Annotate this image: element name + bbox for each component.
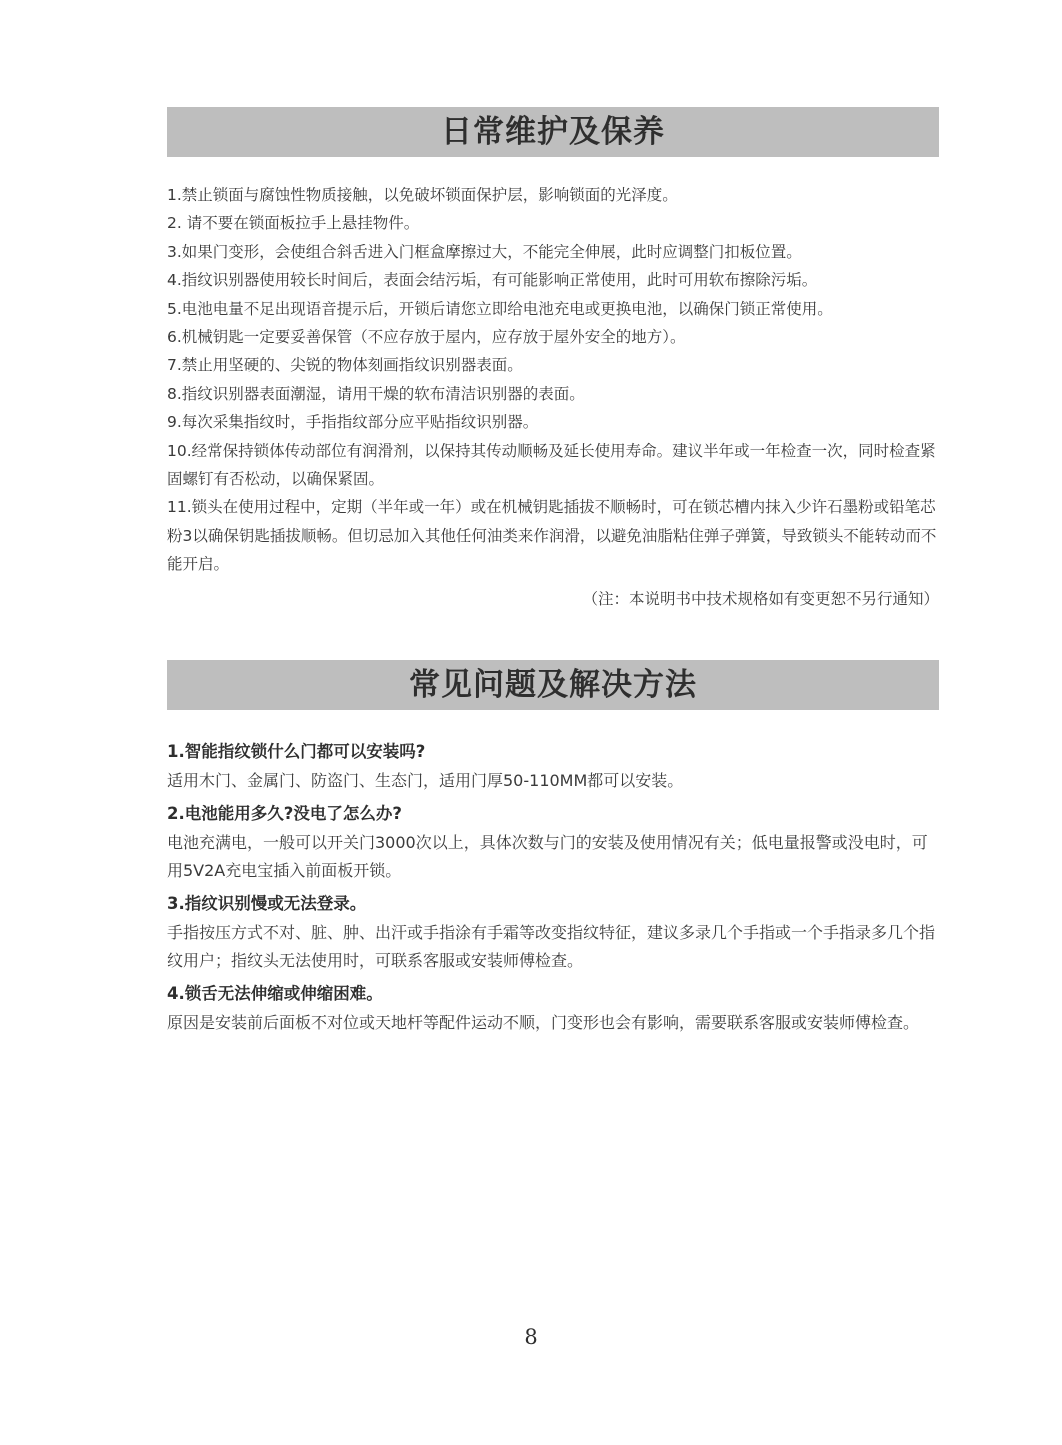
maintenance-item: 1.禁止锁面与腐蚀性物质接触，以免破坏锁面保护层，影响锁面的光泽度。 [167, 186, 678, 204]
maintenance-item: 6.机械钥匙一定要妥善保管（不应存放于屋内，应存放于屋外安全的地方）。 [167, 328, 686, 347]
faq-question: 1.智能指纹锁什么门都可以安装吗? [167, 742, 426, 761]
maintenance-item: 4.指纹识别器使用较长时间后，表面会结污垢，有可能影响正常使用，此时可用软布擦除污垢。 [167, 271, 818, 290]
maintenance-item: 2. 请不要在锁面板拉手上悬挂物件。 [167, 214, 420, 233]
maintenance-section-title: 日常维护及保养 [441, 114, 665, 150]
maintenance-list [167, 181, 939, 579]
spec-change-note: （注：本说明书中技术规格如有变更恕不另行通知） [582, 590, 939, 608]
maintenance-section-header [167, 107, 939, 157]
maintenance-item: 7.禁止用坚硬的、尖锐的物体刻画指纹识别器表面。 [167, 356, 523, 375]
maintenance-item: 10.经常保持锁体传动部位有润滑剂，以保持其传动顺畅及延长使用寿命。建议半年或一年检查一次，同时检查紧固螺钉有否松动，以确保紧固。 [167, 441, 936, 489]
faq-list [167, 737, 939, 1040]
faq-answer: 原因是安装前后面板不对位或天地杆等配件运动不顺，门变形也会有影响，需要联系客服或安装师傅检查。 [167, 1012, 920, 1032]
faq-section-title: 常见问题及解决方法 [409, 667, 697, 703]
maintenance-item: 5.电池电量不足出现语音提示后，开锁后请您立即给电池充电或更换电池，以确保门锁正常使用。 [167, 299, 833, 318]
faq-question: 3.指纹识别慢或无法登录。 [167, 893, 367, 913]
faq-question: 2.电池能用多久?没电了怎么办? [167, 803, 402, 823]
faq-question: 4.锁舌无法伸缩或伸缩困难。 [167, 983, 383, 1003]
faq-answer: 电池充满电，一般可以开关门3000次以上，具体次数与门的安装及使用情况有关；低电量报警或没电时，可用5V2A充电宝插入前面板开锁。 [167, 832, 928, 880]
faq-section-header [167, 660, 939, 710]
maintenance-item: 8.指纹识别器表面潮湿，请用干燥的软布清洁识别器的表面。 [167, 384, 585, 403]
faq-answer: 适用木门、金属门、防盗门、生态门，适用门厚50-110MM都可以安装。 [167, 771, 684, 790]
maintenance-item: 9.每次采集指纹时，手指指纹部分应平贴指纹识别器。 [167, 413, 539, 432]
faq-answer: 手指按压方式不对、脏、肿、出汗或手指涂有手霜等改变指纹特征，建议多录几个手指或一个手指录多几个指纹用户；指纹头无法使用时，可联系客服或安装师傅检查。 [167, 922, 936, 970]
page-number: 8 [524, 1325, 538, 1349]
maintenance-item: 3.如果门变形，会使组合斜舌进入门框盒摩擦过大，不能完全伸展，此时应调整门扣板位置。 [167, 242, 802, 261]
maintenance-item: 11.锁头在使用过程中，定期（半年或一年）或在机械钥匙插拔不顺畅时，可在锁芯槽内抹入少许石墨粉或铅笔芯粉3以确保钥匙插拔顺畅。但切忌加入其他任何油类来作润滑，以避免油脂粘住弹子弹簧，导致锁头不能转动而不能开启。 [167, 498, 937, 574]
